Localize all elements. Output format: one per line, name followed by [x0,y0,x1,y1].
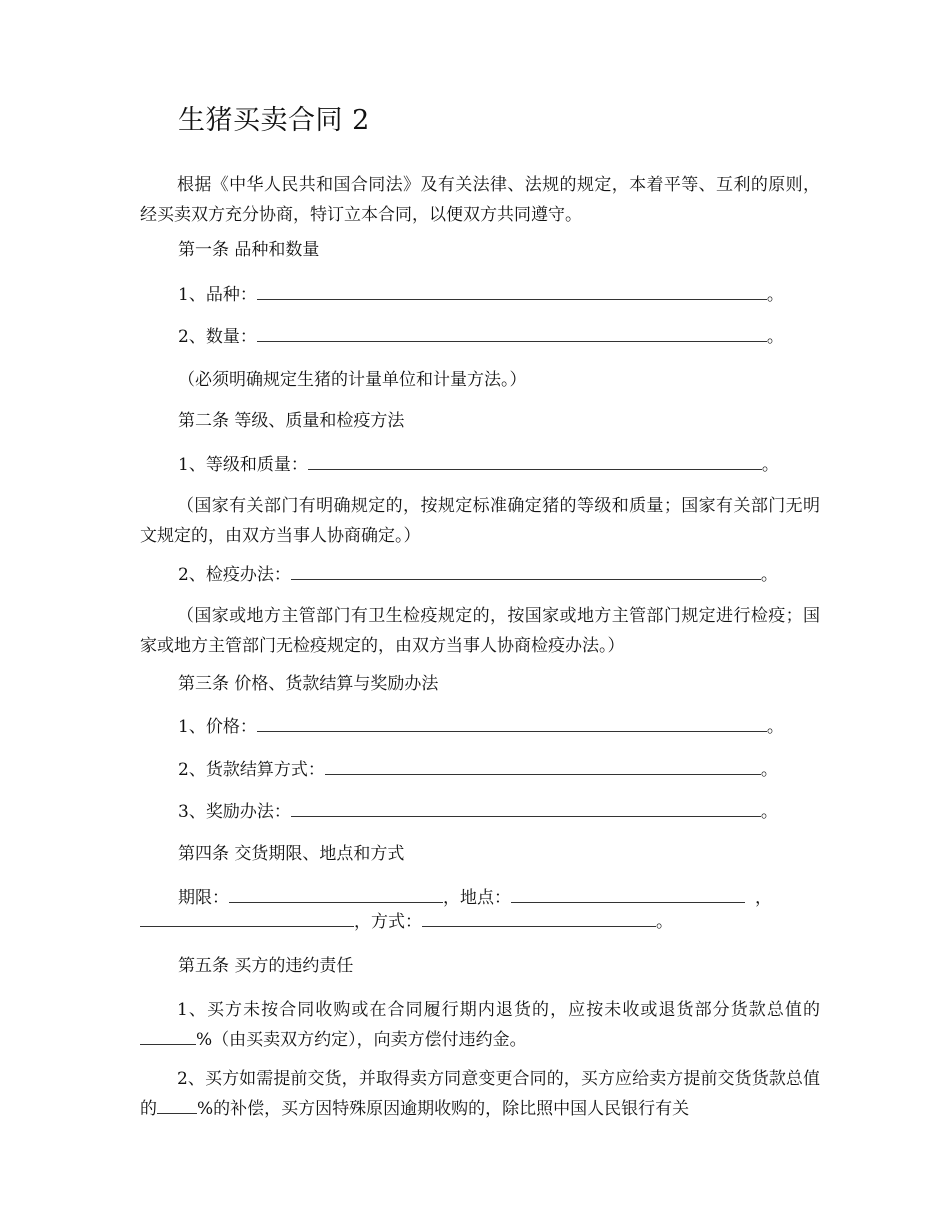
period-mark: 。 [761,455,779,475]
delivery-line-2 [140,909,673,934]
settlement-line [178,757,778,782]
method-label: ，方式： [354,912,422,932]
para-2-text-a: 2、买方如需提前交货，并取得卖方同意变更合同的，买方应给卖方提前交货货款总值的 [140,1069,820,1119]
price-line [178,714,784,739]
article-2-heading: 第二条 等级、质量和检疫方法 [178,411,405,431]
percent-blank-1[interactable] [140,1027,196,1045]
article-5-para-2 [140,1064,820,1124]
article-2-note-1: （国家有关部门有明确规定的，按规定标准确定猪的等级和质量；国家有关部门无明文规定的，由双方当事人协商确定。） [140,496,820,546]
price-blank[interactable] [257,714,767,732]
variety-blank[interactable] [257,282,767,300]
reward-blank[interactable] [291,799,761,817]
variety-line [178,282,784,307]
period-blank[interactable] [229,885,443,903]
settlement-blank[interactable] [325,757,761,775]
grade-quality-line [178,452,779,477]
period-mark: 。 [760,760,778,780]
delivery-extra-blank[interactable] [140,909,354,927]
quantity-label: 2、数量： [178,327,257,347]
quarantine-blank[interactable] [291,562,761,580]
place-label: ，地点： [443,888,511,908]
place-blank[interactable] [511,885,745,903]
settlement-label: 2、货款结算方式： [178,760,325,780]
percent-blank-2[interactable] [157,1096,197,1114]
method-blank[interactable] [422,909,656,927]
article-3-heading: 第三条 价格、货款结算与奖励办法 [178,674,439,694]
period-label: 期限： [178,888,229,908]
period-mark: 。 [656,912,673,932]
article-1-note: （必须明确规定生猪的计量单位和计量方法。） [178,370,527,390]
para-2-text-b: %的补偿，买方因特殊原因逾期收购的，除比照中国人民银行有关 [197,1099,690,1119]
article-1-heading: 第一条 品种和数量 [178,240,320,260]
grade-quality-label: 1、等级和质量： [178,455,308,475]
period-mark: 。 [760,802,778,822]
article-2-note-2: （国家或地方主管部门有卫生检疫规定的，按国家或地方主管部门规定进行检疫；国家或地方主管部门无检疫规定的，由双方当事人协商检疫办法。） [140,606,820,656]
variety-label: 1、品种： [178,285,257,305]
period-mark: 。 [766,285,784,305]
quarantine-line [178,562,778,587]
para-1-text-b: %（由买卖双方约定），向卖方偿付违约金。 [196,1030,527,1050]
reward-label: 3、奖励办法： [178,802,291,822]
period-mark: 。 [766,717,784,737]
comma-mark: ， [755,888,772,908]
period-mark: 。 [766,327,784,347]
article-4-heading: 第四条 交货期限、地点和方式 [178,844,405,864]
article-5-para-1 [140,995,820,1055]
reward-line [178,799,778,824]
intro-paragraph: 根据《中华人民共和国合同法》及有关法律、法规的规定，本着平等、互利的原则，经买卖双方充分协商，特订立本合同，以便双方共同遵守。 [140,175,820,225]
quarantine-label: 2、检疫办法： [178,565,291,585]
period-mark: 。 [760,565,778,585]
grade-quality-blank[interactable] [308,452,762,470]
para-1-text-a: 1、买方未按合同收购或在合同履行期内退货的，应按未收或退货部分货款总值的 [177,1000,820,1020]
delivery-line-1 [178,885,772,910]
price-label: 1、价格： [178,717,257,737]
quantity-line [178,324,784,349]
article-5-heading: 第五条 买方的违约责任 [178,956,354,976]
quantity-blank[interactable] [257,324,767,342]
document-title: 生猪买卖合同 2 [178,105,370,136]
